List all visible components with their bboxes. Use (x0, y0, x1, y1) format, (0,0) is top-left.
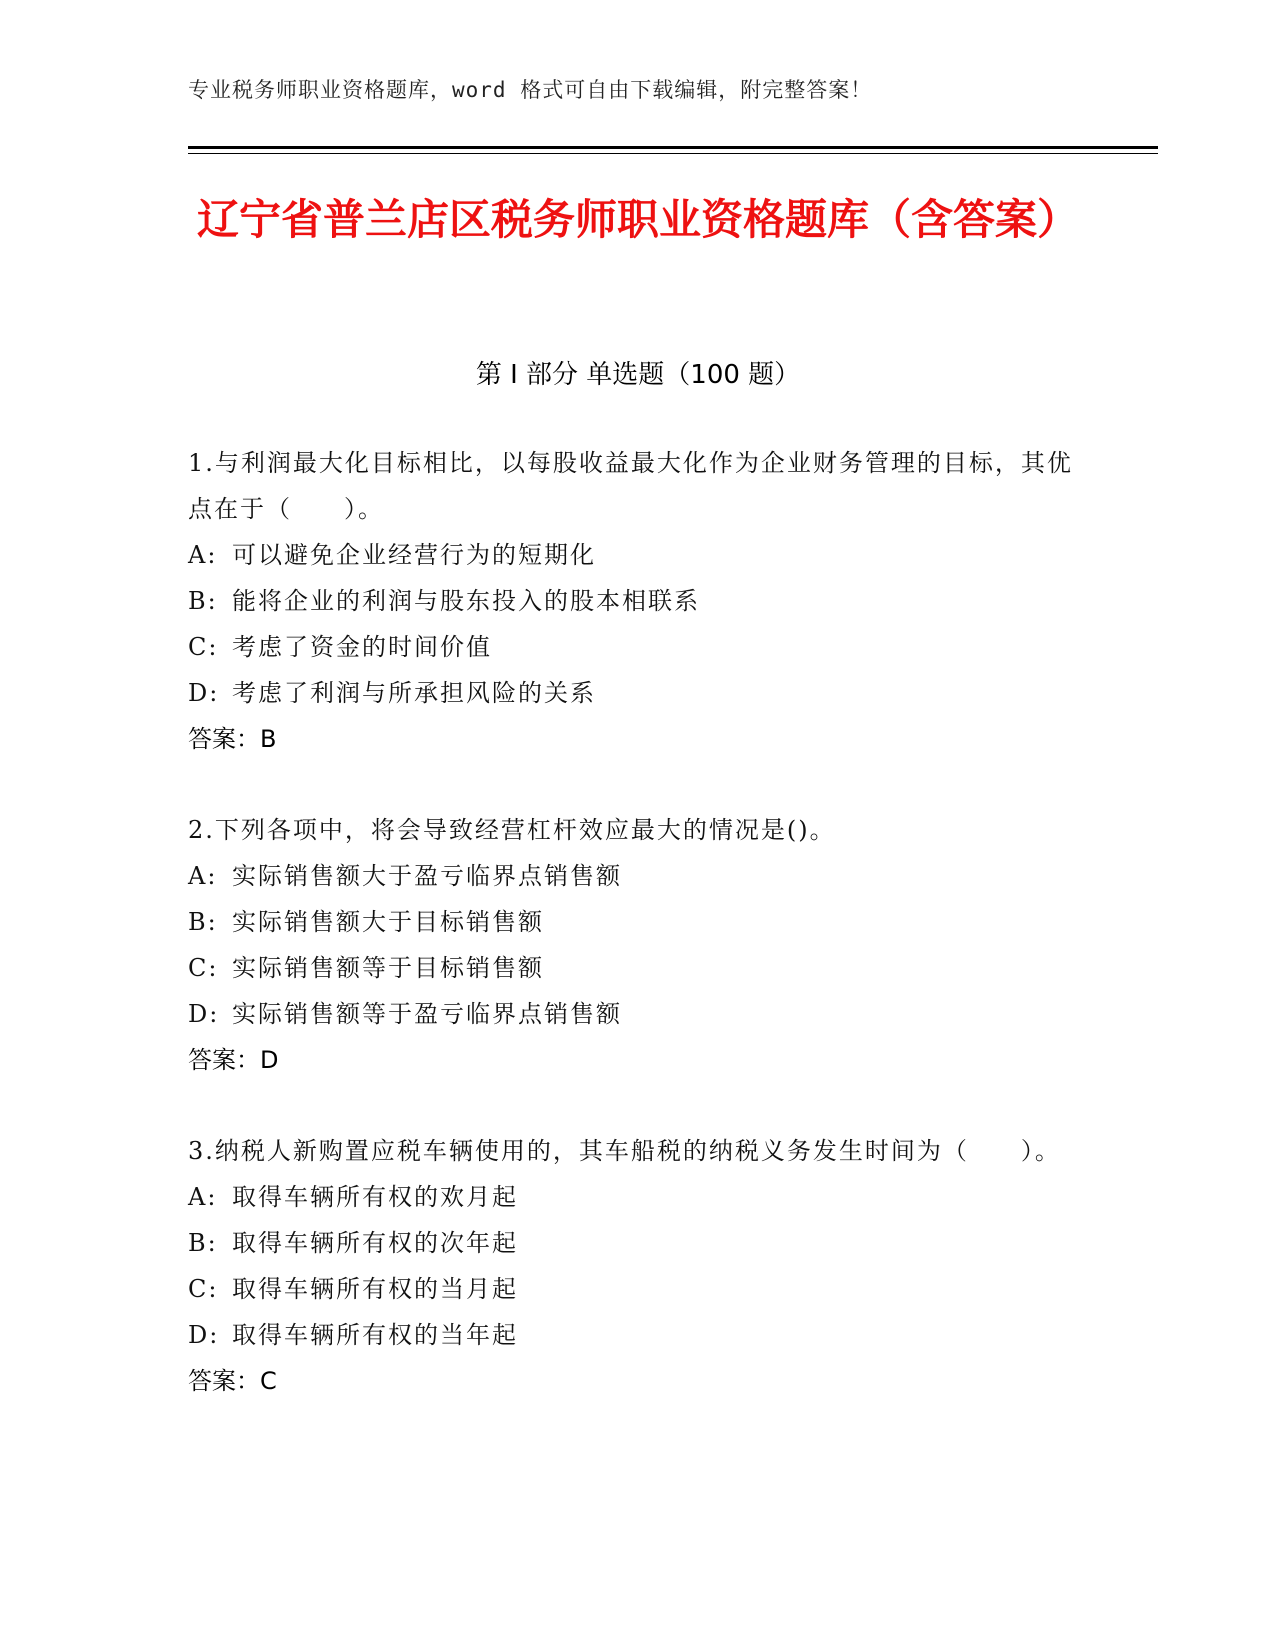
option-d (188, 1312, 1088, 1358)
option-key: C: (188, 633, 219, 661)
option-text: 能将企业的利润与股东投入的股本相联系 (232, 587, 700, 615)
question-list (188, 440, 1088, 1449)
option-text: 实际销售额大于盈亏临界点销售额 (232, 862, 622, 890)
option-d (188, 670, 1088, 716)
option-key: B: (188, 908, 218, 936)
option-text: 考虑了资金的时间价值 (232, 633, 492, 661)
option-text: 取得车辆所有权的当月起 (232, 1275, 518, 1303)
section-title: 第 I 部分 单选题（100 题） (475, 360, 801, 390)
option-key: B: (188, 1229, 218, 1257)
question-stem: 1.与利润最大化目标相比，以每股收益最大化作为企业财务管理的目标，其优点在于（ ）。 (188, 449, 1073, 523)
option-key: C: (188, 1275, 219, 1303)
question-stem: 2.下列各项中，将会导致经营杠杆效应最大的情况是()。 (188, 816, 836, 844)
option-text: 取得车辆所有权的当年起 (232, 1321, 518, 1349)
answer-value: B (260, 725, 277, 753)
answer-value: C (260, 1367, 277, 1395)
question-stem: 3.纳税人新购置应税车辆使用的，其车船税的纳税义务发生时间为（ ）。 (188, 1137, 1061, 1165)
option-key: D: (188, 679, 220, 707)
question-3 (188, 1128, 1088, 1404)
document-title: 辽宁省普兰店区税务师职业资格题库（含答案） (196, 195, 1079, 244)
option-text: 可以避免企业经营行为的短期化 (232, 541, 596, 569)
option-c (188, 624, 1088, 670)
option-c (188, 1266, 1088, 1312)
header-rule-thick (188, 146, 1158, 149)
option-key: B: (188, 587, 218, 615)
option-key: D: (188, 1321, 220, 1349)
answer-label: 答案： (188, 1367, 260, 1395)
option-a (188, 532, 1088, 578)
answer-label: 答案： (188, 725, 260, 753)
answer-label: 答案： (188, 1046, 260, 1074)
option-key: D: (188, 1000, 220, 1028)
option-text: 实际销售额大于目标销售额 (232, 908, 544, 936)
option-key: A: (188, 1183, 218, 1211)
option-text: 实际销售额等于盈亏临界点销售额 (232, 1000, 622, 1028)
option-b (188, 578, 1088, 624)
option-text: 取得车辆所有权的欢月起 (232, 1183, 518, 1211)
option-key: C: (188, 954, 219, 982)
option-text: 考虑了利润与所承担风险的关系 (232, 679, 596, 707)
question-1 (188, 440, 1088, 762)
header-note: 专业税务师职业资格题库，word 格式可自由下载编辑，附完整答案！ (188, 78, 873, 102)
answer-value: D (260, 1046, 279, 1074)
option-text: 取得车辆所有权的次年起 (232, 1229, 518, 1257)
option-text: 实际销售额等于目标销售额 (232, 954, 544, 982)
option-c (188, 945, 1088, 991)
option-b (188, 1220, 1088, 1266)
option-key: A: (188, 541, 218, 569)
question-2 (188, 807, 1088, 1083)
header-rule-thin (188, 153, 1158, 154)
answer-line (188, 1037, 1088, 1083)
answer-line (188, 716, 1088, 762)
option-b (188, 899, 1088, 945)
option-d (188, 991, 1088, 1037)
option-a (188, 1174, 1088, 1220)
option-a (188, 853, 1088, 899)
option-key: A: (188, 862, 218, 890)
answer-line (188, 1358, 1088, 1404)
